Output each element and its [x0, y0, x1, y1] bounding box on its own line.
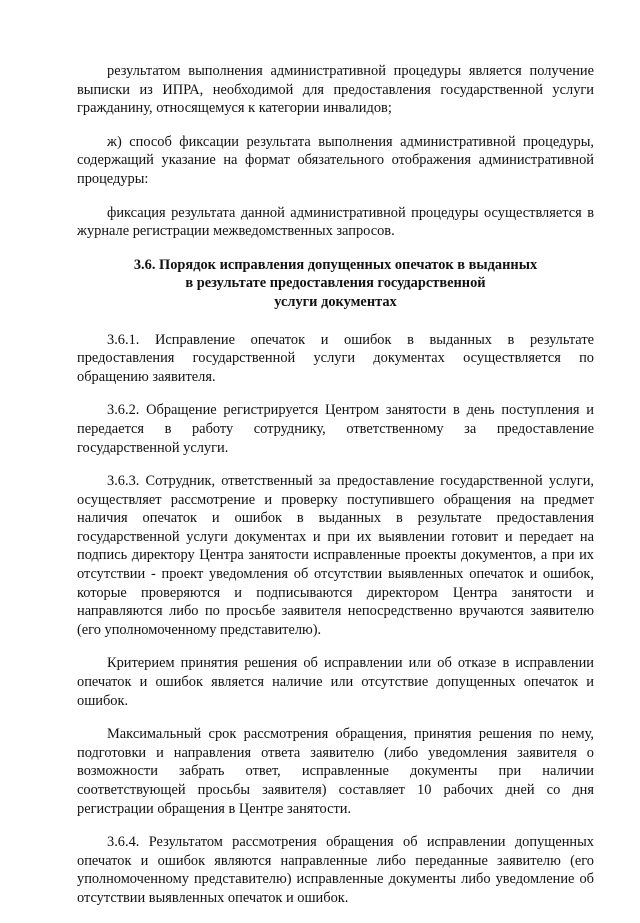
- section-heading-line: услуги документах: [274, 293, 397, 310]
- section-heading-line: 3.6. Порядок исправления допущенных опечаток в выданных: [133, 256, 538, 273]
- section-heading-line: в результате предоставления государственной: [185, 275, 486, 292]
- document-page: [77, 62, 594, 923]
- paragraph-fixation-method: ж) способ фиксации результата выполнения административной процедуры, содержащий указание на формат обязательного отображения административной процедуры:: [77, 133, 594, 187]
- paragraph-3-6-2: 3.6.2. Обращение регистрируется Центром занятости в день поступления и передается в работу сотруднику, ответственному за предоставление государственной услуги.: [77, 402, 594, 456]
- paragraph-3-6-4: 3.6.4. Результатом рассмотрения обращения об исправлении допущенных опечаток и ошибок являются направленные либо переданные заявителю (его уполномоченному представителю) исправленные документы либо уведомление об отсутствии выявленных опечаток и ошибок.: [77, 834, 594, 906]
- paragraph-max-term: Максимальный срок рассмотрения обращения, принятия решения по нему, подготовки и направления ответа заявителю (либо уведомления заявителя о возможности забрать ответ, исправленные документы при наличии соответствующей просьбы заявителя) составляет 10 рабочих дней со дня регистрации обращения в Центре занятости.: [77, 726, 594, 817]
- paragraph-decision-criterion: Критерием принятия решения об исправлении или об отказе в исправлении опечаток и ошибок является наличие или отсутствие допущенных опечаток и ошибок.: [77, 655, 594, 709]
- paragraph-3-6-3: 3.6.3. Сотрудник, ответственный за предоставление государственной услуги, осуществляет рассмотрение и проверку поступившего обращения на предмет наличия опечаток и ошибок в выданных в результате предоставления государственной услуги документах и при их выявлении готовит и передает на подпись директору Центра занятости исправленные проекты документов, а при их отсутствии - проект уведомления об отсутствии выявленных опечаток и ошибок, которые проверяются и подписываются директором Центра занятости и направляются либо по просьбе заявителя непосредственно вручаются заявителю (его уполномоченному представителю).: [77, 473, 594, 638]
- paragraph-ipra-result: результатом выполнения административной процедуры является получение выписки из ИПРА, необходимой для предоставления государственной услуги гражданину, относящемуся к категории инвалидов;: [77, 63, 594, 117]
- paragraph-fixation-journal: фиксация результата данной административной процедуры осуществляется в журнале регистрации межведомственных запросов.: [77, 204, 594, 240]
- paragraph-3-6-1: 3.6.1. Исправление опечаток и ошибок в выданных в результате предоставления государственной услуги документах осуществляется по обращению заявителя.: [77, 331, 594, 385]
- section-heading-3-6: [77, 256, 594, 312]
